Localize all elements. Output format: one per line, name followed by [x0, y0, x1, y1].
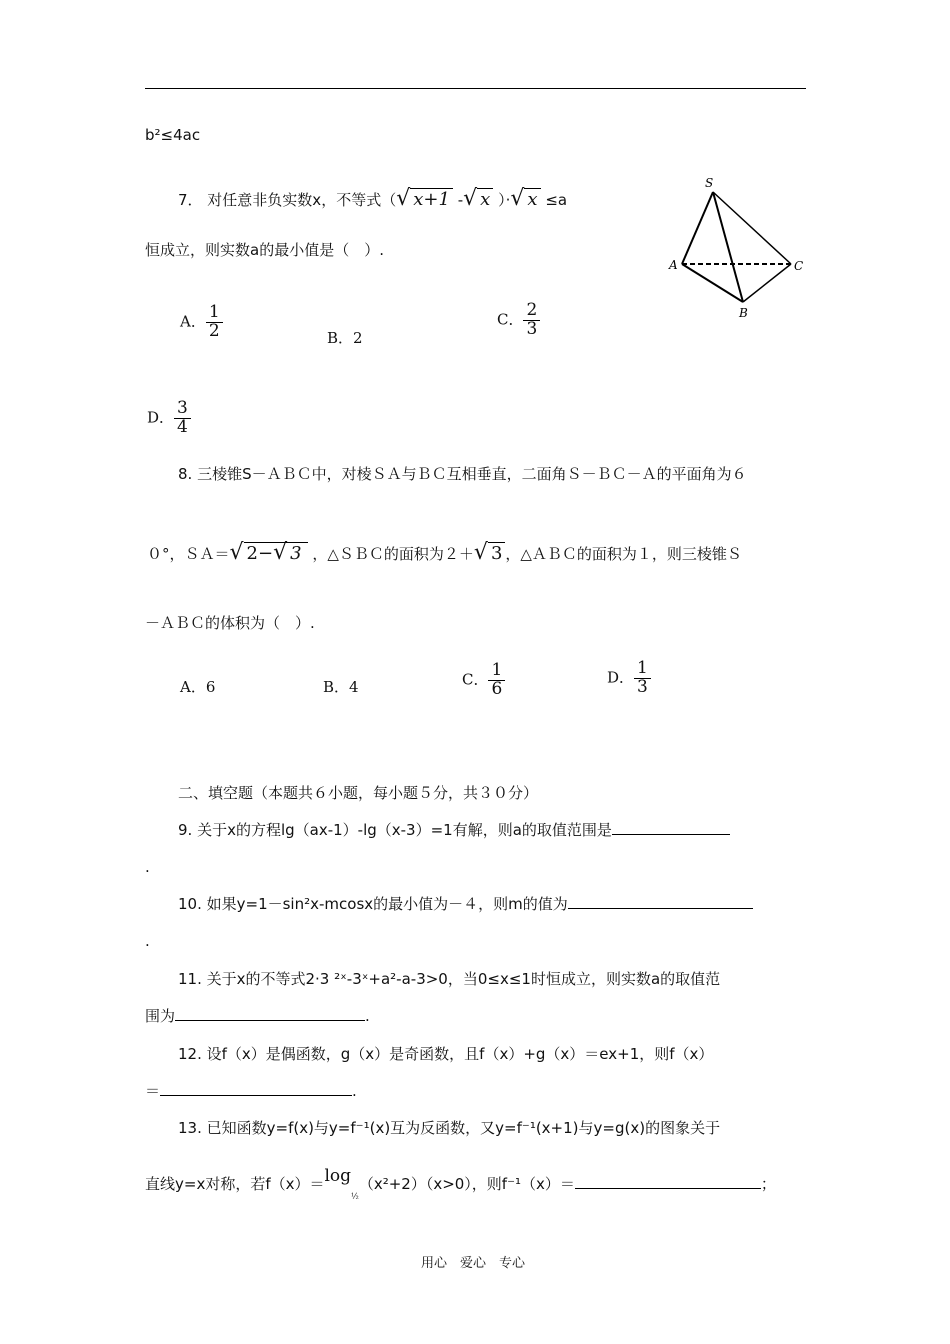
- label-s: S: [705, 176, 714, 190]
- q7-lead: 7． 对任意非负实数x，不等式（: [178, 191, 397, 209]
- q7-minus: -: [457, 191, 464, 209]
- q9-dot: .: [145, 858, 150, 876]
- q8-sqrt-sa: √ 2−√ 3: [230, 540, 308, 565]
- q10-line: 10. 如果y=1－sin²x-mcosx的最小值为－４，则m的值为: [178, 893, 753, 914]
- q7-sqrt3: √ x: [510, 186, 540, 211]
- q7-option-c: C． $\frac{2}{3}$: [497, 302, 540, 339]
- q11-line2: 围为 .: [145, 1007, 370, 1025]
- q11-line1: 11. 关于x的不等式2·3 ²ˣ-3ˣ+a²-a-3>0，当0≤x≤1时恒成立，则实数a的取值范: [178, 970, 721, 988]
- header-rule: [145, 88, 806, 89]
- q7-option-b: B．2: [327, 329, 363, 347]
- label-a: A: [669, 258, 678, 272]
- q7-line1: [178, 186, 567, 211]
- q13-line1: 13. 已知函数y=f(x)与y=f⁻¹(x)互为反函数，又y=f⁻¹(x+1)与y=g(x)的图象关于: [178, 1119, 721, 1137]
- q10-dot: .: [145, 932, 150, 950]
- q7-tail: ≤a: [545, 191, 568, 209]
- q8-line2: ０°，ＳＡ＝√ 2−√ 3 ，△ＳＢＣ的面积为２＋√ 3 ，△ＡＢＣ的面积为１，则三棱锥Ｓ: [147, 540, 742, 565]
- q8-line1: 8. 三棱锥S－ＡＢＣ中，对棱ＳＡ与ＢＣ互相垂直，二面角Ｓ－ＢＣ－Ａ的平面角为６: [178, 465, 747, 483]
- q7-sqrt2: √ x: [463, 186, 493, 211]
- q7-sqrt1: √ x+1: [396, 186, 453, 211]
- q12-line2: ＝ .: [145, 1082, 357, 1100]
- q9-line: 9. 关于x的方程lg（ax-1）-lg（x-3）=1有解，则a的取值范围是: [178, 819, 730, 840]
- tetrahedron-figure: [665, 172, 815, 322]
- q8-line3: －ＡＢＣ的体积为（ ）.: [145, 614, 315, 632]
- q8-option-a: A．6: [180, 678, 216, 696]
- q13-line2: 直线y=x对称，若$f(x)=\log_{\frac{1}{2}}(x^2+2)(x>0)$，则f⁻¹（x）＝ ；: [145, 1166, 776, 1201]
- top-line: b²≤4ac: [145, 126, 201, 144]
- label-b: B: [739, 306, 748, 320]
- q12-line1: 12. 设f（x）是偶函数，g（x）是奇函数，且f（x）+g（x）＝ex+1，则f（x）: [178, 1045, 714, 1063]
- page-footer: 用心 爱心 专心: [421, 1256, 526, 1271]
- q7-close: ）·: [498, 191, 511, 209]
- section-2-title: 二、填空题（本题共６小题，每小题５分，共３０分）: [178, 784, 539, 802]
- q8-option-d: D． $\frac{1}{3}$: [607, 660, 651, 697]
- q7-option-a: A． $\frac{1}{2}$: [180, 304, 223, 341]
- q8-option-b: B．4: [323, 678, 359, 696]
- label-c: C: [794, 259, 804, 273]
- q7-line2: 恒成立，则实数a的最小值是（ ）.: [145, 241, 384, 259]
- q8-sqrt-3: √ 3: [474, 540, 505, 565]
- q7-option-d: D． $\frac{3}{4}$: [147, 400, 191, 437]
- q8-option-c: C． $\frac{1}{6}$: [462, 662, 505, 699]
